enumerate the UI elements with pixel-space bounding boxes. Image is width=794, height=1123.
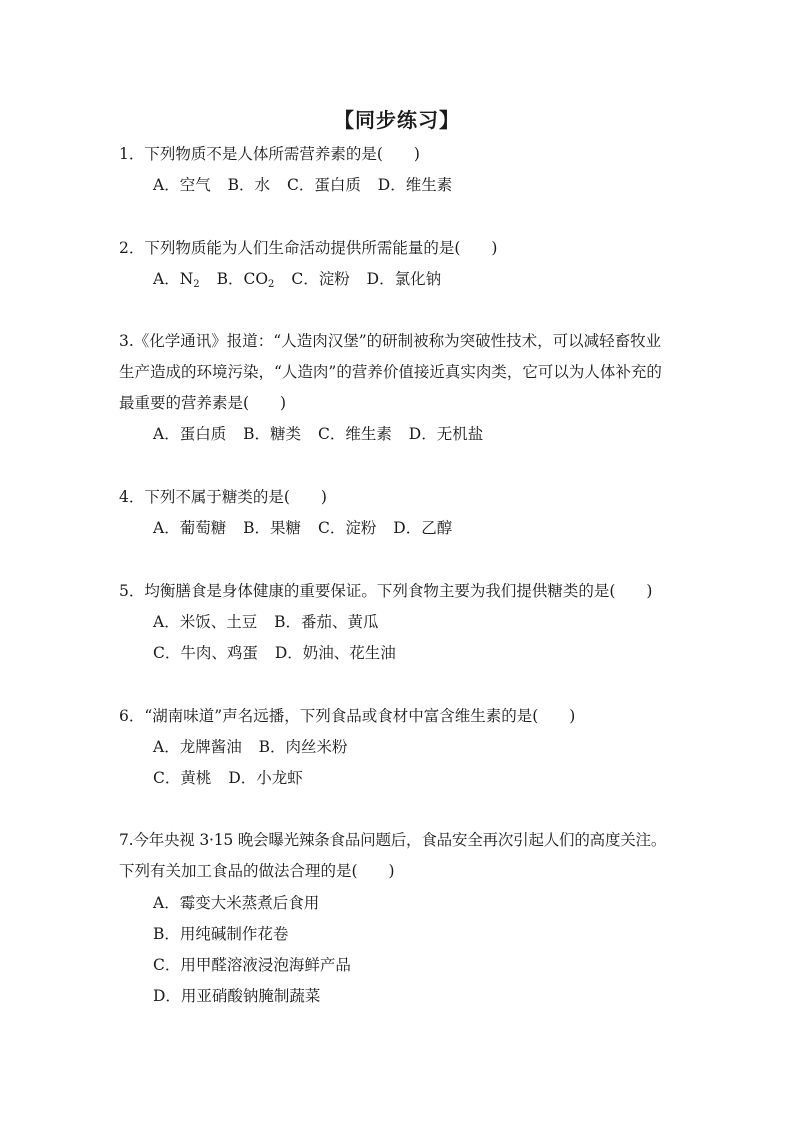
page-title: 【同步练习】	[334, 108, 460, 132]
question-6-stem: 6．“湖南味道”声名远播，下列食品或食材中富含维生素的是( )	[119, 707, 576, 725]
q2-option-b: B．$CO_2$	[216, 270, 275, 290]
q2-option-d: D．氯化钠	[366, 270, 442, 288]
q7-option-a: A．霉变大米蒸煮后食用	[153, 894, 320, 912]
q6-option-b: B．肉丝米粉	[258, 738, 348, 756]
q6-option-d: D．小龙虾	[228, 769, 303, 787]
q3-option-d: D．无机盐	[408, 425, 484, 443]
question-7-stem-line-1: 7.今年央视 3·15 晚会曝光辣条食品问题后，食品安全再次引起人们的高度关注。	[119, 831, 667, 849]
question-4-stem: 4．下列不属于糖类的是( )	[119, 488, 327, 506]
question-2-stem: 2．下列物质能为人们生命活动提供所需能量的是( )	[119, 239, 498, 257]
q7-option-c: C．用甲醛溶液浸泡海鲜产品	[153, 956, 351, 974]
question-3-options	[153, 424, 483, 444]
question-1-stem: 1．下列物质不是人体所需营养素的是( )	[119, 145, 420, 163]
q5-option-d: D．奶油、花生油	[274, 644, 396, 662]
question-3-stem-line-2: 生产造成的环境污染，“人造肉”的营养价值接近真实肉类，它可以为人体补充的	[119, 363, 662, 381]
q3-option-c: C．维生素	[317, 425, 392, 443]
q4-option-b: B．果糖	[243, 519, 302, 537]
question-5-options-row-1	[153, 612, 379, 632]
question-2-options	[153, 269, 441, 289]
q4-option-a: A．葡萄糖	[153, 519, 227, 537]
question-6-options-row-1	[153, 737, 348, 757]
q6-option-c: C．黄桃	[153, 769, 212, 787]
question-5-stem: 5．均衡膳食是身体健康的重要保证。下列食物主要为我们提供糖类的是( )	[119, 582, 653, 600]
q4-option-d: D．乙醇	[393, 519, 453, 537]
q6-option-a: A．龙牌酱油	[153, 738, 242, 756]
q2-option-a: A．$N_2$	[153, 270, 200, 290]
question-3-stem-line-3: 最重要的营养素是( )	[119, 394, 287, 412]
question-1-options	[153, 175, 452, 195]
q1-option-c: C．蛋白质	[286, 176, 361, 194]
q3-option-b: B．糖类	[243, 425, 302, 443]
question-5-options-row-2	[153, 643, 396, 663]
question-7-stem-line-2: 下列有关加工食品的做法合理的是( )	[119, 862, 395, 880]
q7-option-d: D．用亚硝酸钠腌制蔬菜	[153, 987, 321, 1005]
q1-option-d: D．维生素	[377, 176, 453, 194]
q7-option-b: B．用纯碱制作花卷	[153, 925, 289, 943]
q1-option-a: A．空气	[153, 176, 211, 194]
q5-option-b: B．番茄、黄瓜	[274, 613, 379, 631]
question-4-options	[153, 518, 452, 538]
q3-option-a: A．蛋白质	[153, 425, 227, 443]
q4-option-c: C．淀粉	[317, 519, 377, 537]
q5-option-c: C．牛肉、鸡蛋	[153, 644, 258, 662]
question-3-stem-line-1: 3.《化学通讯》报道：“人造肉汉堡”的研制被称为突破性技术，可以减轻畜牧业	[119, 332, 662, 350]
q1-option-b: B．水	[227, 176, 271, 194]
q2-option-c: C．淀粉	[291, 270, 350, 288]
question-6-options-row-2	[153, 768, 303, 788]
q5-option-a: A．米饭、土豆	[153, 613, 258, 631]
